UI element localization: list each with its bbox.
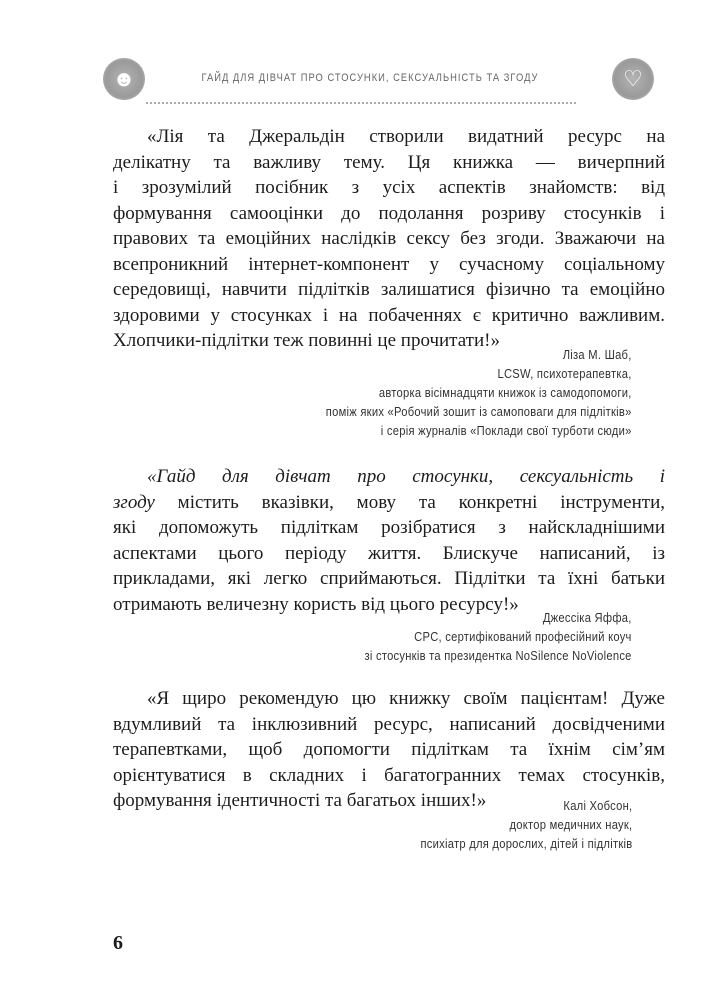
quote-line: отримають величезну користь від цього ресурсу!» [113, 593, 519, 615]
attribution-line: авторка вісімнадцяти книжок із самодопомоги, [379, 385, 632, 400]
running-header: ГАЙД ДЛЯ ДІВЧАТ ПРО СТОСУНКИ, СЕКСУАЛЬНІСТЬ ТА ЗГОДУ [201, 72, 539, 84]
attribution-3 [386, 796, 632, 853]
quote-text: містить вказівки, мову та конкретні інструменти, [154, 491, 665, 513]
quote-line: і зрозумілий посібник з усіх аспектів знайомств: від [113, 177, 665, 198]
attribution-line: LCSW, психотерапевтка, [497, 366, 632, 381]
quote-1 [113, 124, 665, 354]
quote-line: формування ідентичності та багатьох інших!» [113, 790, 487, 811]
quote-line: які допоможуть підліткам розібратися з найскладнішими [113, 517, 665, 538]
attribution-line: CPC, сертифікований професійний коуч [414, 629, 632, 644]
attribution-line: Калі Хобсон, [563, 798, 632, 813]
quote-line: терапевтками, щоб допомогти підліткам та їхнім сім’ям [113, 739, 665, 760]
attribution-line: поміж яких «Робочий зошит із самоповаги для підлітків» [326, 404, 632, 419]
attribution-line: зі стосунків та президентка NoSilence NoViolence [364, 648, 632, 663]
header-divider [146, 102, 576, 104]
quote-line: делікатну та важливу тему. Ця книжка — вичерпний [113, 151, 665, 173]
quote-line: «Лія та Джеральдін створили видатний ресурс на [147, 126, 665, 147]
quote-line: середовищі, навчити підлітків залишатися фізично та емоційно [113, 279, 665, 300]
woman-silhouette-icon: ☻ [103, 58, 145, 100]
book-title-italic: «Гайд для дівчат про стосунки, сексуальність і [147, 466, 665, 487]
attribution-line: Джессіка Яффа, [543, 610, 632, 625]
attribution-1 [276, 345, 632, 440]
quote-line: аспектами цього періоду життя. Блискуче написаний, із [113, 542, 665, 564]
attribution-2 [321, 608, 632, 665]
page-number: 6 [113, 932, 123, 954]
quote-line: прикладами, які легко сприймаються. Підлітки та їхні батьки [113, 568, 665, 589]
quote-line: всепроникний інтернет-компонент у сучасному соціальному [113, 253, 665, 275]
quote-2 [113, 464, 665, 617]
attribution-line: і серія журналів «Поклади свої турботи сюди» [381, 423, 632, 438]
quote-line: здоровими у стосунках і на побаченнях є критично важливим. [113, 304, 665, 326]
quote-line: правових та емоційних наслідків сексу без згоди. Зважаючи на [113, 228, 665, 249]
quote-line: формування самооцінки до подолання розриву стосунків і [113, 202, 665, 224]
quote-line: Хлопчики-підлітки теж повинні це прочитати!» [113, 330, 500, 351]
book-title-italic: згоду [113, 491, 155, 513]
attribution-line: Ліза М. Шаб, [563, 347, 632, 362]
attribution-line: психіатр для дорослих, дітей і підлітків [420, 836, 632, 851]
attribution-line: доктор медичних наук, [509, 817, 632, 832]
quote-line: вдумливий та інклюзивний ресурс, написаний досвідченими [113, 713, 665, 735]
quote-3 [113, 686, 665, 814]
quote-line: орієнтуватися в складних і багатогранних темах стосунків, [113, 764, 665, 786]
hearts-gender-icon: ♡ [612, 58, 654, 100]
quote-line: «Я щиро рекомендую цю книжку своїм пацієнтам! Дуже [147, 688, 665, 709]
